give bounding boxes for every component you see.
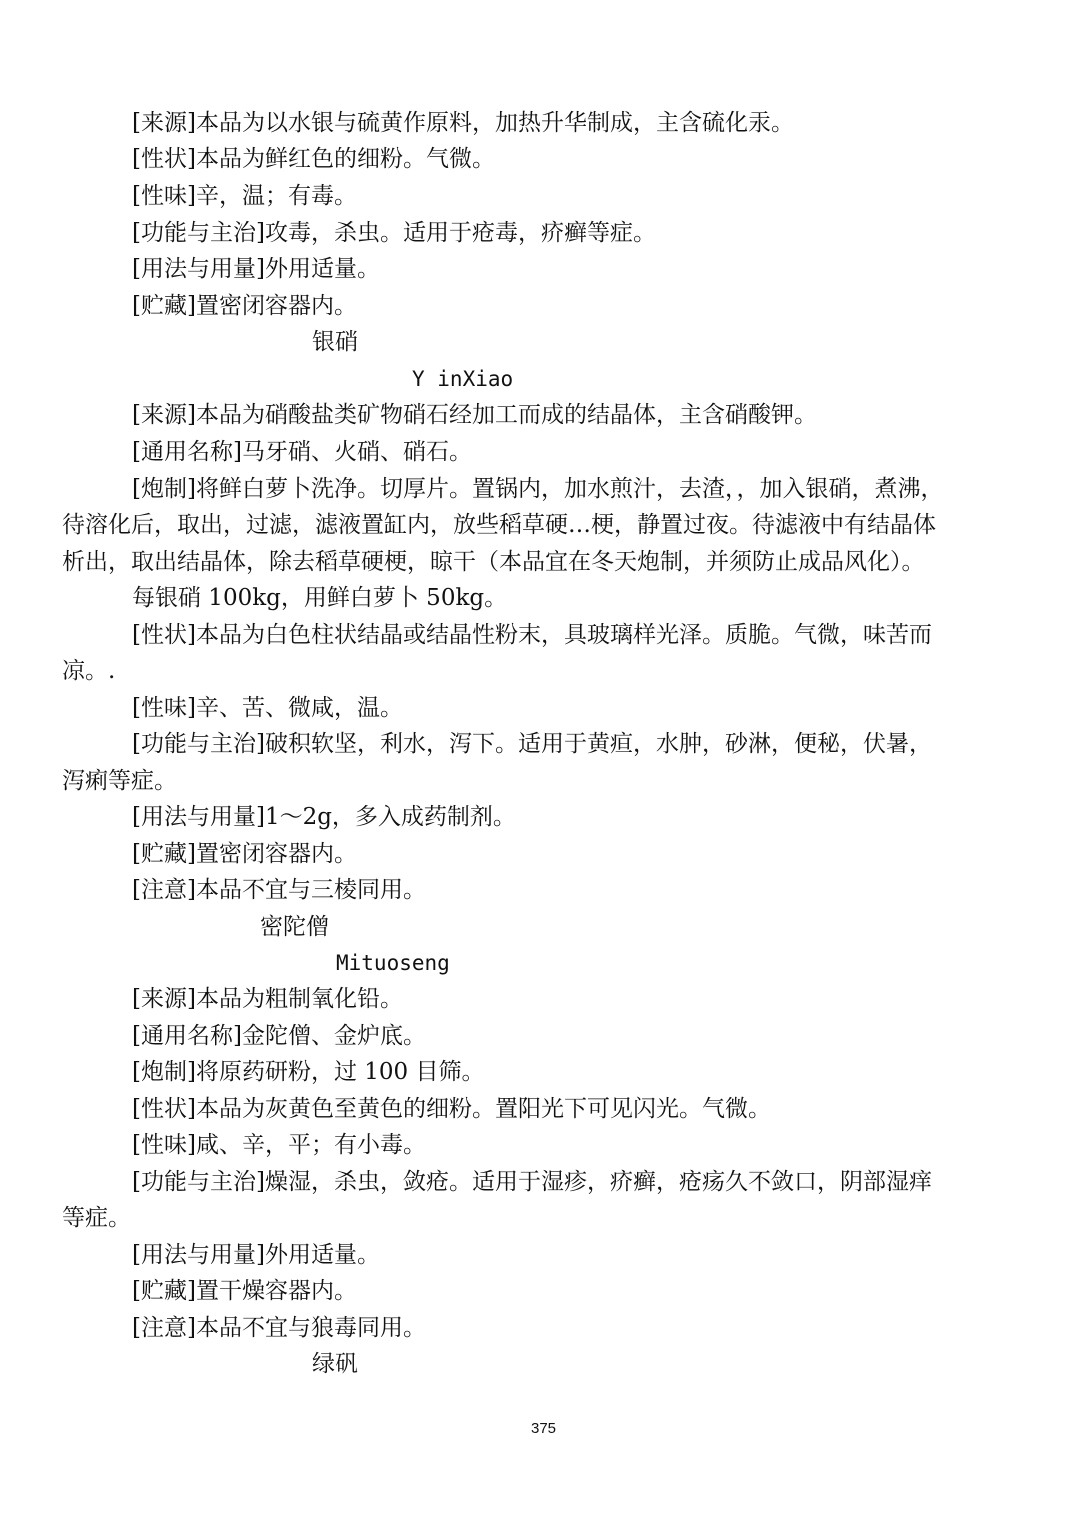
entry-title-lvfan: 绿矾	[312, 1351, 358, 1377]
yinxiao-function-cont: 泻痢等症。	[62, 768, 177, 794]
mituoseng-common-names: [通用名称]金陀僧、金炉底。	[132, 1023, 426, 1049]
mituoseng-properties: [性状]本品为灰黄色至黄色的细粉。置阳光下可见闪光。气微。	[132, 1096, 771, 1122]
yinxiao-ratio: 每银硝 100kg，用鲜白萝卜 50kg。	[132, 585, 508, 611]
mituoseng-storage: [贮藏]置干燥容器内。	[132, 1278, 357, 1304]
prev-usage: [用法与用量]外用适量。	[132, 256, 380, 282]
mituoseng-processing: [炮制]将原药研粉，过 100 目筛。	[132, 1059, 485, 1085]
prev-source: [来源]本品为以水银与硫黄作原料，加热升华制成，主含硫化汞。	[132, 110, 794, 136]
yinxiao-function: [功能与主治]破积软坚，利水，泻下。适用于黄疸，水肿，砂淋，便秘，伏暑，	[132, 731, 932, 757]
mituoseng-function-cont: 等症。	[62, 1205, 131, 1231]
mituoseng-nature-flavor: [性味]咸、辛，平；有小毒。	[132, 1132, 426, 1158]
mituoseng-function: [功能与主治]燥湿，杀虫，敛疮。适用于湿疹，疥癣，疮疡久不敛口，阴部湿痒	[132, 1169, 932, 1195]
yinxiao-source: [来源]本品为硝酸盐类矿物硝石经加工而成的结晶体，主含硝酸钾。	[132, 402, 817, 428]
entry-pinyin-mituoseng: Mituoseng	[336, 951, 450, 975]
prev-properties: [性状]本品为鲜红色的细粉。气微。	[132, 146, 495, 172]
yinxiao-common-names: [通用名称]马牙硝、火硝、硝石。	[132, 439, 472, 465]
entry-pinyin-yinxiao: Y inXiao	[412, 367, 514, 391]
yinxiao-processing-cont: 待溶化后，取出，过滤，滤液置缸内，放些稻草硬…梗，静置过夜。待滤液中有结晶体	[62, 512, 936, 538]
prev-function: [功能与主治]攻毒，杀虫。适用于疮毒，疥癣等症。	[132, 220, 656, 246]
prev-storage: [贮藏]置密闭容器内。	[132, 293, 357, 319]
mituoseng-usage: [用法与用量]外用适量。	[132, 1242, 380, 1268]
yinxiao-processing-cont: 析出，取出结晶体，除去稻草硬梗，晾干（本品宜在冬天炮制，并须防止成品风化）。	[62, 549, 925, 575]
prev-nature-flavor: [性味]辛，温；有毒。	[132, 183, 357, 209]
yinxiao-properties: [性状]本品为白色柱状结晶或结晶性粉末，具玻璃样光泽。质脆。气微，味苦而	[132, 622, 932, 648]
yinxiao-properties-cont: 凉。.	[62, 658, 116, 684]
entry-title-mituoseng: 密陀僧	[260, 914, 329, 940]
mituoseng-caution: [注意]本品不宜与狼毒同用。	[132, 1315, 426, 1341]
mituoseng-source: [来源]本品为粗制氧化铅。	[132, 986, 403, 1012]
page-number: 375	[530, 1420, 557, 1437]
yinxiao-storage: [贮藏]置密闭容器内。	[132, 841, 357, 867]
yinxiao-nature-flavor: [性味]辛、苦、微咸，温。	[132, 695, 403, 721]
yinxiao-processing: [炮制]将鲜白萝卜洗净。切厚片。置锅内，加水煎汁，去渣，，加入银硝，煮沸，	[132, 476, 944, 502]
yinxiao-usage: [用法与用量]1～2g，多入成药制剂。	[132, 804, 516, 830]
entry-title-yinxiao: 银硝	[312, 329, 358, 355]
yinxiao-caution: [注意]本品不宜与三棱同用。	[132, 877, 426, 903]
